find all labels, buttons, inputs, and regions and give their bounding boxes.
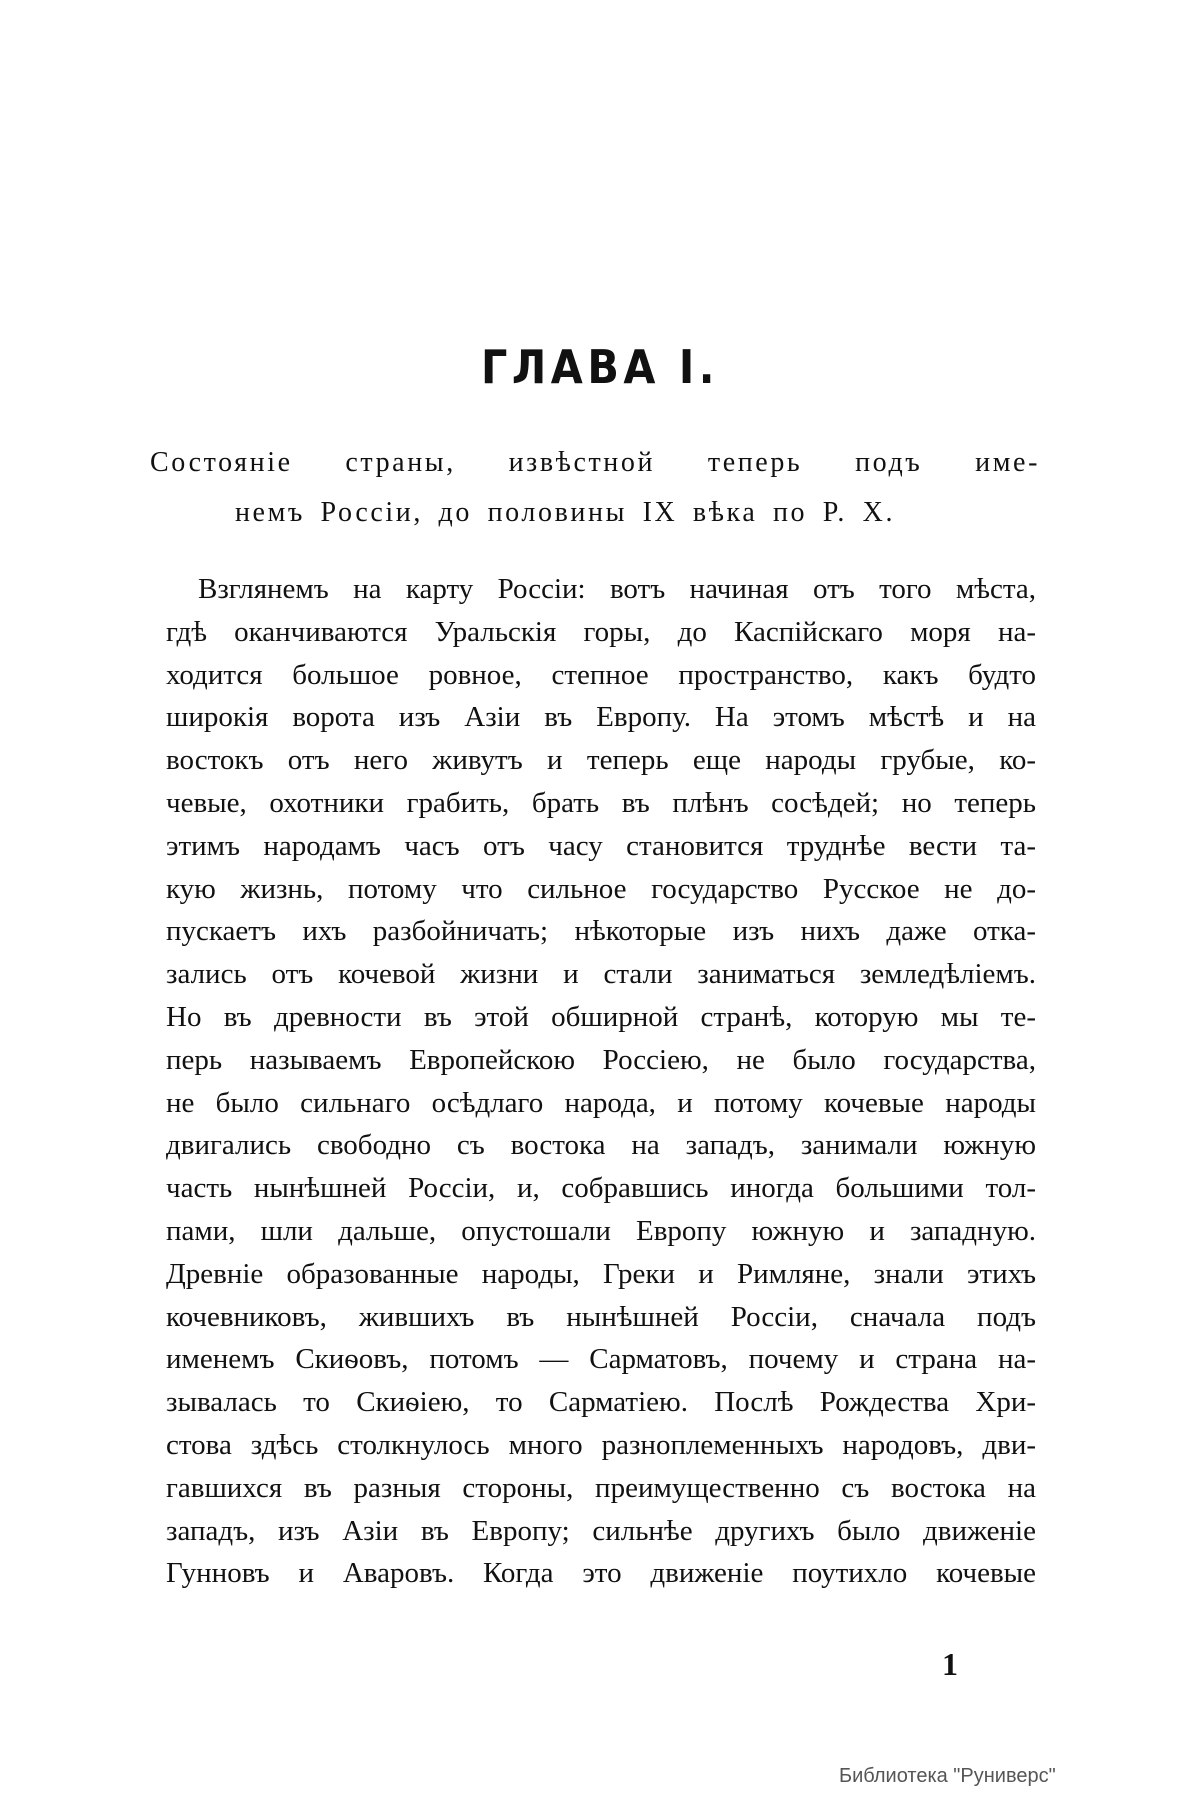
text-line: востокъ отъ него живутъ и теперь еще народы грубые, ко- bbox=[166, 744, 1036, 777]
text-line: Древнiе образованные народы, Греки и Римляне, знали этихъ bbox=[166, 1257, 1036, 1290]
text-line: Но въ древности въ этой обширной странѣ, которую мы те- bbox=[166, 1000, 1036, 1033]
text-line: перь называемъ Европейскою Россiею, не было государства, bbox=[166, 1043, 1036, 1076]
text-line: ходится большое ровное, степное пространство, какъ будто bbox=[166, 658, 1036, 691]
body-paragraph bbox=[166, 568, 1036, 1595]
text-line: этимъ народамъ часъ отъ часу становится труднѣе вести та- bbox=[166, 829, 1036, 862]
subtitle-line: немъ Россiи, до половины IX вѣка по Р. Х. bbox=[234, 497, 896, 528]
text-line: пускаетъ ихъ разбойничать; нѣкоторые изъ нихъ даже отка- bbox=[166, 915, 1036, 948]
text-line: широкiя ворота изъ Азiи въ Европу. На этомъ мѣстѣ и на bbox=[166, 701, 1036, 734]
text-line: не было сильнаго осѣдлаго народа, и потому кочевые народы bbox=[166, 1086, 1036, 1119]
chapter-subtitle bbox=[150, 438, 1040, 538]
text-line: зывалась то Скиѳiею, то Сарматiею. Послѣ Рождества Хри- bbox=[166, 1386, 1036, 1419]
text-line: кочевниковъ, жившихъ въ нынѣшней Россiи, сначала подъ bbox=[166, 1300, 1036, 1333]
page-number: 1 bbox=[942, 1646, 958, 1682]
text-line: именемъ Скиѳовъ, потомъ — Сарматовъ, почему и страна на- bbox=[166, 1343, 1036, 1376]
text-line: чевые, охотники грабить, брать въ плѣнъ сосѣдей; но теперь bbox=[166, 786, 1036, 819]
text-line: западъ, изъ Азiи въ Европу; сильнѣе другихъ было движенiе bbox=[166, 1514, 1036, 1547]
subtitle-line: Состоянiе страны, извѣстной теперь подъ име- bbox=[150, 447, 1040, 478]
text-line: зались отъ кочевой жизни и стали заниматься земледѣлiемъ. bbox=[166, 958, 1036, 991]
text-line: пами, шли дальше, опустошали Европу южную и западную. bbox=[166, 1214, 1036, 1247]
text-line: Гунновъ и Аваровъ. Когда это движенiе поутихло кочевые bbox=[166, 1557, 1036, 1590]
text-line: двигались свободно съ востока на западъ, занимали южную bbox=[166, 1129, 1036, 1162]
text-line: Взглянемъ на карту Россiи: вотъ начиная отъ того мѣста, bbox=[198, 573, 1036, 605]
text-line: кую жизнь, потому что сильное государство Русское не до- bbox=[166, 872, 1036, 905]
text-line: гавшихся въ разныя стороны, преимущественно съ востока на bbox=[166, 1471, 1036, 1504]
text-line: часть нынѣшней Россiи, и, собравшись иногда большими тол- bbox=[166, 1172, 1036, 1205]
library-watermark: Библиотека "Руниверс" bbox=[839, 1765, 1056, 1787]
chapter-title: ГЛАВА I. bbox=[481, 340, 719, 394]
text-line: стова здѣсь столкнулось много разноплеменныхъ народовъ, дви- bbox=[166, 1428, 1036, 1461]
text-line: гдѣ оканчиваются Уральскiя горы, до Каспiйскаго моря на- bbox=[166, 615, 1036, 648]
